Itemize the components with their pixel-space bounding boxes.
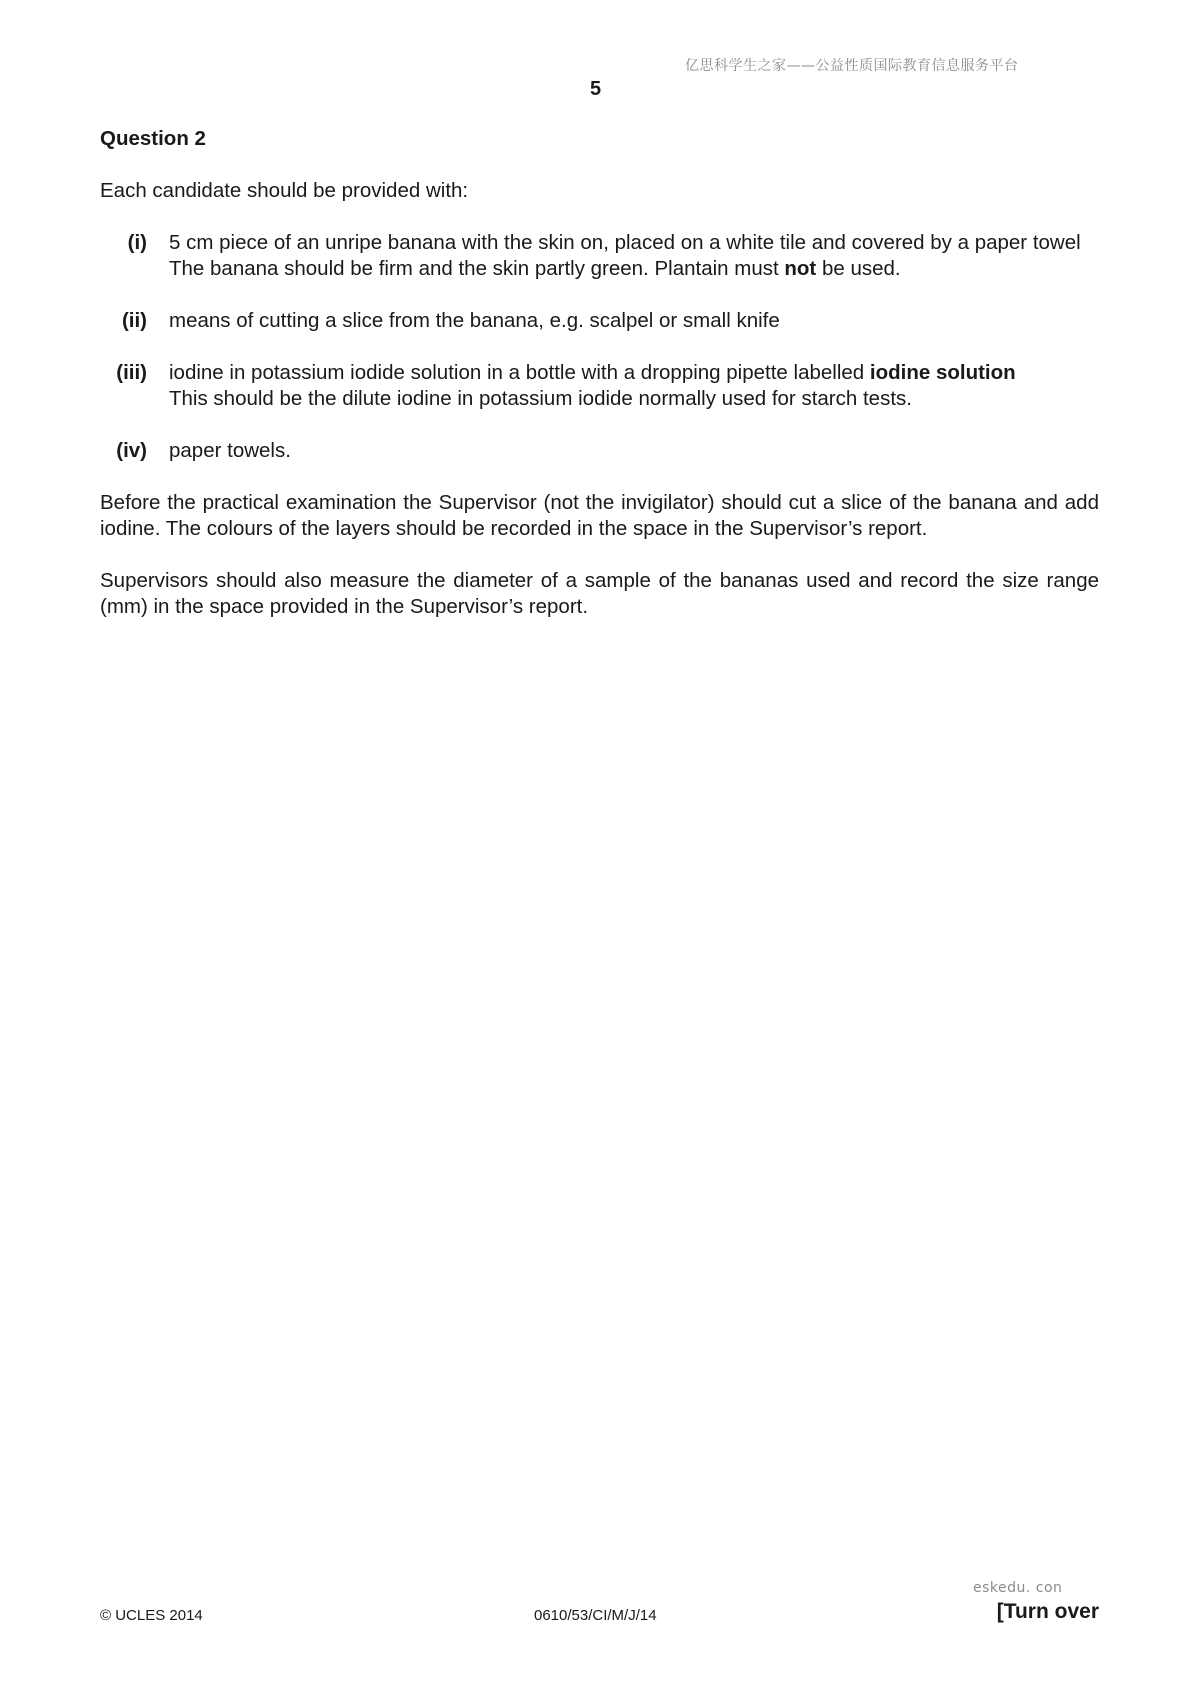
item-number: (iv) bbox=[116, 439, 147, 462]
intro-text: Each candidate should be provided with: bbox=[100, 179, 469, 202]
watermark-header: 亿思科学生之家——公益性质国际教育信息服务平台 bbox=[685, 58, 1019, 74]
emphasis-text: not bbox=[784, 257, 817, 280]
page-number: 5 bbox=[589, 78, 602, 100]
question-title: Question 2 bbox=[100, 127, 206, 150]
item-text: paper towels. bbox=[169, 439, 291, 462]
item-text: iodine in potassium iodide solution in a bottle with a dropping pipette labelled iodine solution bbox=[169, 361, 1016, 384]
item-number: (ii) bbox=[121, 309, 147, 332]
list-item-iv bbox=[100, 438, 1099, 464]
list-item-i bbox=[100, 230, 1099, 282]
item-text: This should be the dilute iodine in potassium iodide normally used for starch tests. bbox=[169, 387, 912, 410]
watermark-footer: eskedu. con bbox=[973, 1580, 1063, 1596]
list-item-iii bbox=[100, 360, 1099, 412]
list-item-ii bbox=[100, 308, 1099, 334]
item-body bbox=[169, 230, 1099, 282]
document-code: 0610/53/CI/M/J/14 bbox=[534, 1607, 657, 1624]
item-body bbox=[169, 438, 1099, 464]
document-body bbox=[100, 126, 1099, 646]
item-text: means of cutting a slice from the banana, e.g. scalpel or small knife bbox=[169, 309, 780, 332]
emphasis-text: iodine solution bbox=[869, 361, 1016, 384]
paragraph-supervisor-diameter: Supervisors should also measure the diameter of a sample of the bananas used and record the size range (mm) in the space provided in the Supervisor’s report. bbox=[100, 569, 1099, 618]
item-body bbox=[169, 360, 1099, 412]
paragraph-supervisor-slice: Before the practical examination the Supervisor (not the invigilator) should cut a slice of the banana and add iodine. The colours of the layers should be recorded in the space in the Supervisor’s report. bbox=[100, 491, 1099, 540]
turn-over-label: [Turn over bbox=[996, 1600, 1099, 1623]
item-number: (i) bbox=[127, 231, 147, 254]
item-text: 5 cm piece of an unripe banana with the skin on, placed on a white tile and covered by a paper towel bbox=[169, 231, 1081, 254]
item-number: (iii) bbox=[116, 361, 147, 384]
item-text: The banana should be firm and the skin partly green. Plantain must not be used. bbox=[169, 257, 901, 280]
item-body bbox=[169, 308, 1099, 334]
copyright: © UCLES 2014 bbox=[100, 1607, 203, 1624]
